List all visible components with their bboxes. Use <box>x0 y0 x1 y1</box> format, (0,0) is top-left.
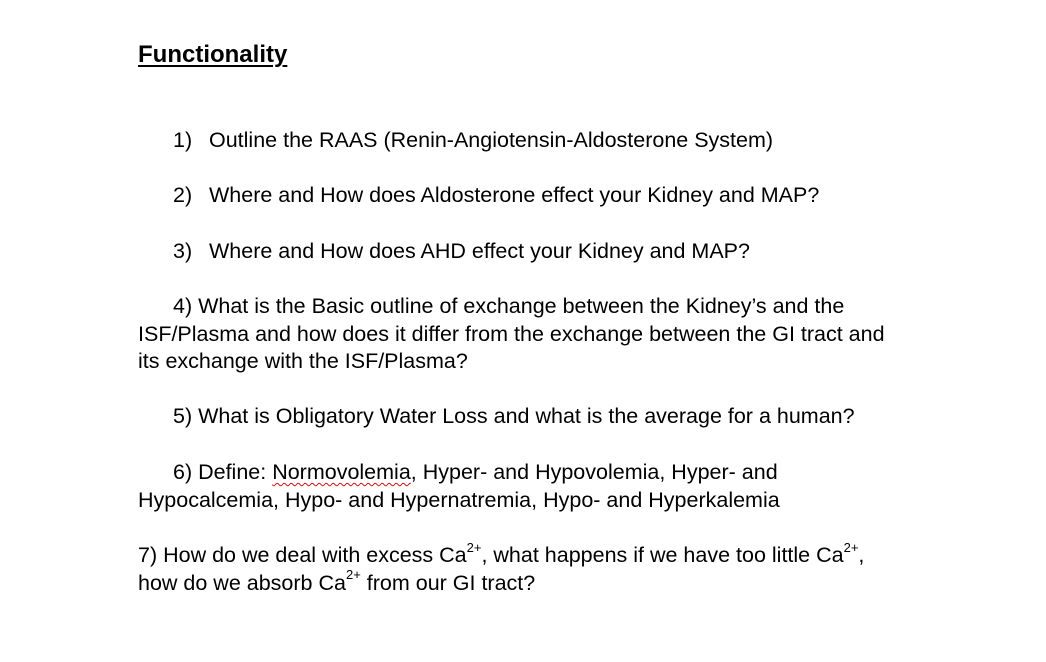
question-3-number: 3) <box>173 239 193 263</box>
question-7 <box>138 539 865 597</box>
question-1 <box>173 127 773 155</box>
question-7-text-a: 7) How do we deal with excess Ca <box>138 543 467 567</box>
question-7-text-e: from our GI tract? <box>360 570 536 595</box>
question-6-prefix: 6) Define: <box>173 460 273 484</box>
question-4 <box>138 293 885 376</box>
question-6-line-1-rest: , Hyper- and Hypovolemia, Hyper- and <box>410 460 778 484</box>
question-6-line-2: Hypocalcemia, Hypo- and Hypernatremia, Hypo- and Hyperkalemia <box>138 487 780 512</box>
question-7-line-1 <box>138 539 865 570</box>
question-6-line-1 <box>138 459 780 487</box>
question-4-line-2: ISF/Plasma and how does it differ from the exchange between the GI tract and <box>138 321 885 346</box>
question-7-line-2 <box>138 567 864 598</box>
question-2-text: Where and How does Aldosterone effect your Kidney and MAP? <box>209 183 820 207</box>
superscript-charge: 2+ <box>843 539 859 555</box>
question-5-line-1: 5) What is Obligatory Water Loss and what is the average for a human? <box>173 404 855 428</box>
superscript-charge: 2+ <box>345 567 361 583</box>
question-1-number: 1) <box>173 128 193 152</box>
page-title: Functionality <box>138 41 288 68</box>
question-5 <box>138 403 855 431</box>
question-2-number: 2) <box>173 183 193 207</box>
question-4-line-1: 4) What is the Basic outline of exchange between the Kidney’s and the <box>173 294 845 318</box>
superscript-charge: 2+ <box>466 539 482 555</box>
question-7-text-c: , <box>858 543 865 567</box>
question-3 <box>173 238 750 266</box>
question-7-text-b: , what happens if we have too little Ca <box>481 543 844 567</box>
spellcheck-flagged-word[interactable]: Normovolemia <box>272 460 411 484</box>
question-2 <box>173 182 819 210</box>
question-7-text-d: how do we absorb Ca <box>138 570 346 595</box>
question-4-line-3: its exchange with the ISF/Plasma? <box>138 349 468 373</box>
question-6 <box>138 459 780 514</box>
question-1-text: Outline the RAAS (Renin-Angiotensin-Aldosterone System) <box>209 128 774 152</box>
question-3-text: Where and How does AHD effect your Kidney and MAP? <box>209 239 750 263</box>
